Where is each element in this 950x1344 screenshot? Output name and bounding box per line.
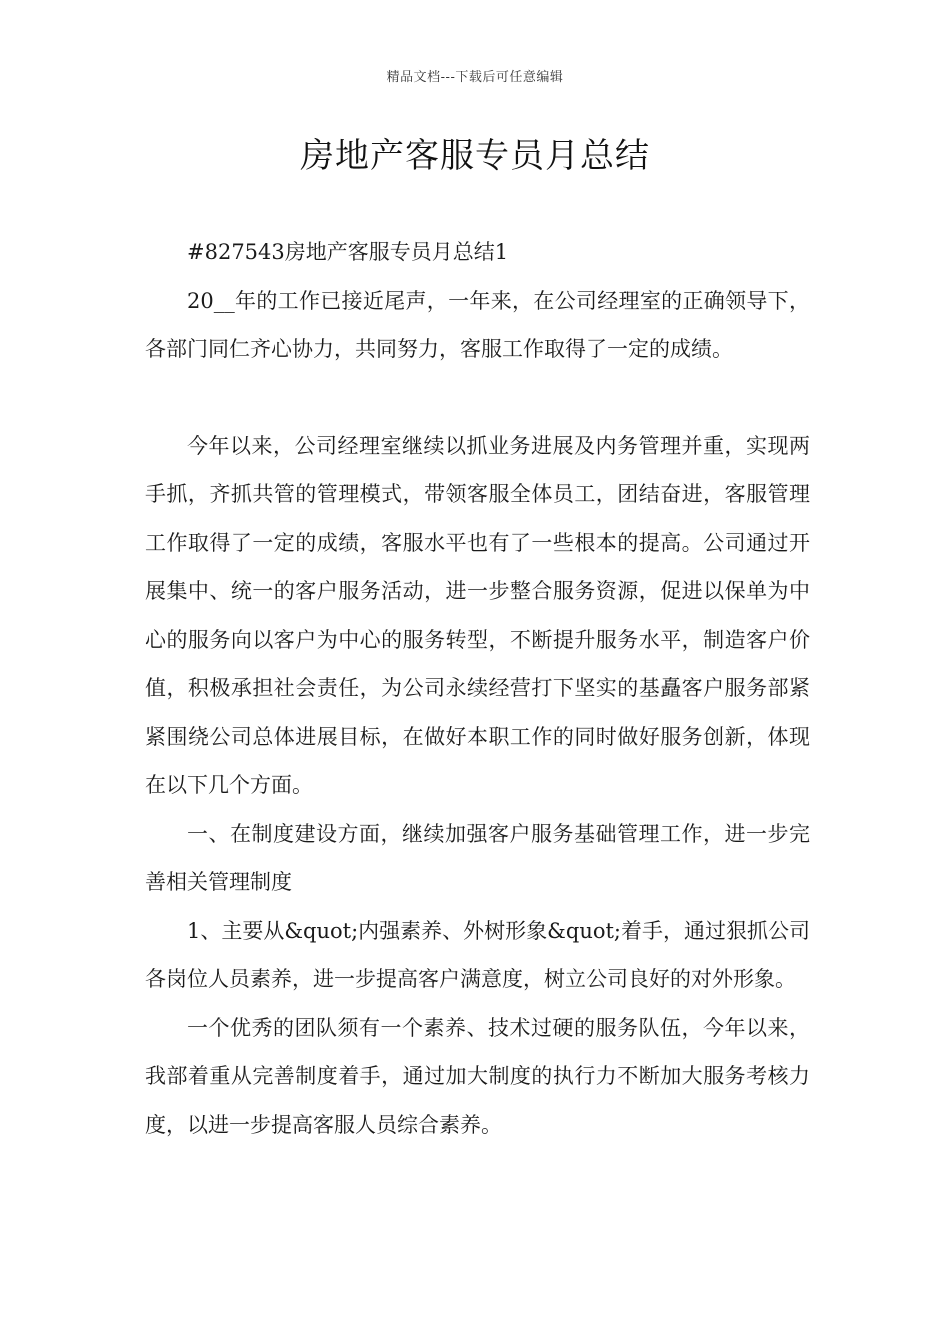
paragraph-item-one: 1、主要从&quot;内强素养、外树形象&quot;着手，通过狠抓公司各岗位人员素养，进一步提高客户满意度，树立公司良好的对外形象。 bbox=[145, 918, 810, 991]
paragraph-spacer bbox=[145, 374, 810, 422]
paragraph-section-one: 一、在制度建设方面，继续加强客户服务基础管理工作，进一步完善相关管理制度 bbox=[145, 821, 810, 894]
paragraph-heading-ref: #827543房地产客服专员月总结1 bbox=[187, 240, 509, 264]
paragraph-team: 一个优秀的团队须有一个素养、技术过硬的服务队伍，今年以来，我部着重从完善制度着手，通过加大制度的执行力不断加大服务考核力度，以进一步提高客服人员综合素养。 bbox=[145, 1015, 810, 1137]
paragraph-overview: 今年以来，公司经理室继续以抓业务进展及内务管理并重，实现两手抓，齐抓共管的管理模式，带领客服全体员工，团结奋进，客服管理工作取得了一定的成绩，客服水平也有了一些根本的提高。公司通过开展集中、统一的客户服务活动，进一步整合服务资源，促进以保单为中心的服务向以客户为中心的服务转型，不断提升服务水平，制造客户价值，积极承担社会责任，为公司永续经营打下坚实的基矗客户服务部紧紧围绕公司总体进展目标，在做好本职工作的同时做好服务创新，体现在以下几个方面。 bbox=[145, 433, 810, 797]
document-body bbox=[145, 228, 810, 1149]
document-title: 房地产客服专员月总结 bbox=[300, 136, 650, 176]
paragraph-intro: 20__年的工作已接近尾声，一年来，在公司经理室的正确领导下，各部门同仁齐心协力，共同努力，客服工作取得了一定的成绩。 bbox=[145, 288, 810, 361]
header-note: 精品文档---下载后可任意编辑 bbox=[386, 70, 564, 85]
